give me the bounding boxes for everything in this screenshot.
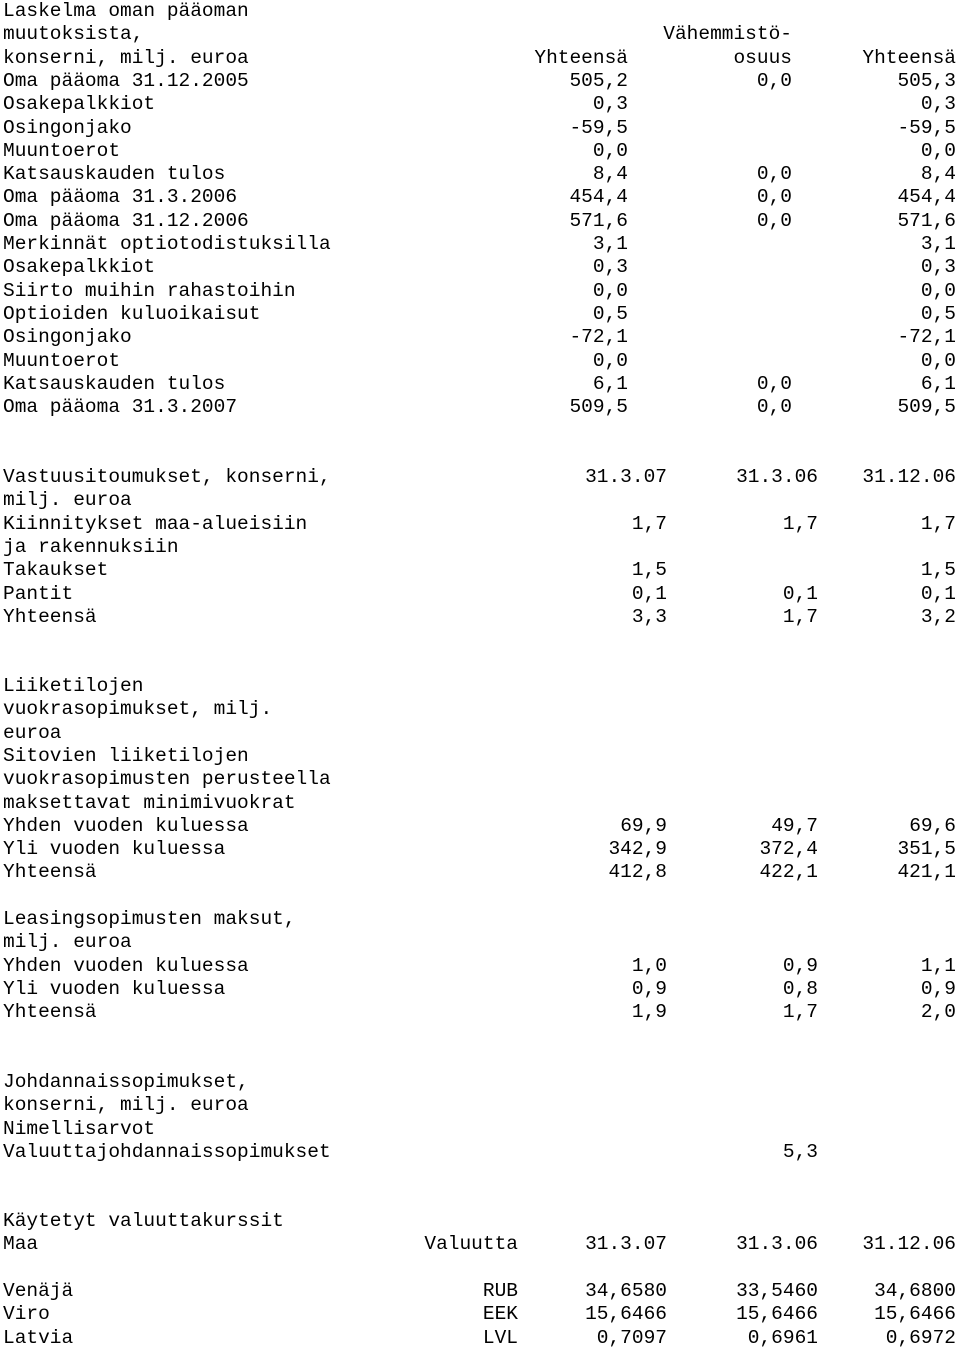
equity-cell: 0,0 (920, 349, 956, 372)
leasing-cell: 0,9 (782, 954, 818, 977)
derivatives-cell: 5,3 (782, 1140, 818, 1163)
equity-cell: -59,5 (569, 116, 628, 139)
rates-country: Viro (3, 1303, 50, 1326)
equity-cell: 0,5 (592, 302, 628, 325)
derivatives-title-line: konserni, milj. euroa (3, 1094, 249, 1117)
equity-cell: 0,0 (756, 209, 792, 232)
equity-row-label: Oma pääoma 31.3.2006 (3, 186, 238, 209)
equity-cell: 0,0 (756, 372, 792, 395)
equity-cell: 454,4 (569, 186, 628, 209)
rates-country: Latvia (3, 1326, 74, 1349)
leasing-row-label: Yhden vuoden kuluessa (3, 954, 249, 977)
rates-value: 34,6800 (874, 1280, 956, 1302)
leasing-cell: 1,9 (631, 1001, 667, 1024)
leasing-title-line: milj. euroa (3, 931, 132, 954)
equity-cell: 8,4 (920, 163, 956, 186)
commitments-date-header: 31.3.07 (585, 466, 667, 488)
commitments-cell: 1,5 (631, 559, 667, 582)
commitments-date-header: 31.3.06 (736, 466, 818, 488)
equity-cell: 0,5 (920, 302, 956, 325)
rates-header-country: Maa (3, 1233, 39, 1256)
equity-cell: 0,0 (920, 139, 956, 162)
rates-header-date: 31.3.06 (736, 1233, 818, 1256)
rates-header-date: 31.3.07 (585, 1233, 667, 1256)
leasing-row-label: Yli vuoden kuluessa (3, 977, 226, 1000)
derivatives-title-line: Johdannaissopimukset, (3, 1071, 249, 1093)
commitments-row-label: Yhteensä (3, 605, 97, 628)
equity-cell: 0,0 (592, 279, 628, 302)
equity-row-label: Osakepalkkiot (3, 256, 156, 279)
leases-cell: 412,8 (608, 861, 667, 884)
commitments-row-label: Pantit (3, 582, 74, 605)
equity-cell: 6,1 (920, 372, 956, 395)
derivatives-title-line: Nimellisarvot (3, 1117, 156, 1140)
equity-row-label: Merkinnät optiotodistuksilla (3, 233, 331, 255)
equity-row-label: Siirto muihin rahastoihin (3, 279, 296, 302)
commitments-cell: 3,3 (631, 605, 667, 628)
leases-cell: 69,9 (620, 814, 667, 837)
commitments-cell: 1,5 (920, 559, 956, 582)
rates-value: 15,6466 (874, 1303, 956, 1326)
equity-cell: 0,0 (592, 349, 628, 372)
leasing-cell: 1,1 (920, 954, 956, 977)
equity-cell: 0,0 (592, 139, 628, 162)
commitments-cell: 3,2 (920, 605, 956, 628)
equity-column-header: Yhteensä (862, 46, 956, 69)
equity-cell: 509,5 (569, 396, 628, 419)
leases-title-line: vuokrasopimukset, milj. (3, 698, 273, 721)
equity-cell: 571,6 (569, 209, 628, 232)
leases-cell: 49,7 (771, 814, 818, 837)
commitments-date-header: 31.12.06 (862, 466, 956, 488)
equity-cell: 3,1 (920, 233, 956, 255)
equity-row-label: Oma pääoma 31.12.2006 (3, 209, 249, 232)
rates-value: 15,6466 (736, 1303, 818, 1326)
equity-cell: 0,3 (592, 256, 628, 279)
equity-cell: 454,4 (897, 186, 956, 209)
commitments-row-label: Takaukset (3, 559, 109, 582)
leases-cell: 69,6 (909, 814, 956, 837)
rates-value: 34,6580 (585, 1280, 667, 1302)
equity-cell: -59,5 (897, 116, 956, 139)
equity-cell: 0,0 (920, 279, 956, 302)
rates-title: Käytetyt valuuttakurssit (3, 1210, 284, 1232)
commitments-title-line: milj. euroa (3, 489, 132, 512)
leases-row-label: Yhden vuoden kuluessa (3, 814, 249, 837)
leases-cell: 351,5 (897, 838, 956, 861)
rates-header-date: 31.12.06 (862, 1233, 956, 1256)
leasing-cell: 1,0 (631, 954, 667, 977)
equity-cell: 509,5 (897, 396, 956, 419)
rates-currency: LVL (482, 1326, 518, 1349)
equity-cell: -72,1 (897, 326, 956, 349)
leasing-title-line: Leasingsopimusten maksut, (3, 908, 296, 930)
rates-currency: RUB (482, 1280, 518, 1302)
equity-title-line: muutoksista, (3, 23, 144, 46)
leases-row-label: Yhteensä (3, 861, 97, 884)
equity-cell: 0,3 (592, 93, 628, 116)
commitments-row-label: Kiinnitykset maa-alueisiin (3, 512, 308, 535)
equity-cell: 8,4 (592, 163, 628, 186)
leasing-cell: 0,9 (920, 977, 956, 1000)
commitments-title-line: Vastuusitoumukset, konserni, (3, 466, 331, 488)
equity-title-line: Laskelma oman pääoman (3, 0, 249, 22)
equity-cell: 0,3 (920, 256, 956, 279)
equity-row-label: Katsauskauden tulos (3, 163, 226, 186)
rates-header-currency: Valuutta (424, 1233, 518, 1256)
equity-row-label: Osingonjako (3, 116, 132, 139)
equity-cell: 0,0 (756, 396, 792, 419)
equity-row-label: Osingonjako (3, 326, 132, 349)
leases-cell: 421,1 (897, 861, 956, 884)
commitments-cell: 1,7 (920, 512, 956, 535)
equity-cell: 0,0 (756, 186, 792, 209)
equity-cell: 3,1 (592, 233, 628, 255)
derivatives-row-label: Valuuttajohdannaissopimukset (3, 1140, 331, 1163)
equity-cell: 505,3 (897, 69, 956, 92)
leasing-cell: 0,9 (631, 977, 667, 1000)
commitments-row-label: ja rakennuksiin (3, 535, 179, 558)
equity-row-label: Muuntoerot (3, 139, 121, 162)
equity-row-label: Optioiden kuluoikaisut (3, 302, 261, 325)
rates-currency: EEK (482, 1303, 518, 1326)
leases-row-label: Yli vuoden kuluessa (3, 838, 226, 861)
rates-value: 33,5460 (736, 1280, 818, 1302)
commitments-cell: 0,1 (631, 582, 667, 605)
equity-row-label: Osakepalkkiot (3, 93, 156, 116)
equity-row-label: Oma pääoma 31.3.2007 (3, 396, 238, 419)
leases-title-line: Liiketilojen (3, 675, 144, 697)
equity-cell: -72,1 (569, 326, 628, 349)
equity-title-line: konserni, milj. euroa (3, 46, 249, 69)
commitments-cell: 0,1 (782, 582, 818, 605)
equity-cell: 0,0 (756, 69, 792, 92)
leasing-cell: 0,8 (782, 977, 818, 1000)
leases-title-line: euroa (3, 721, 62, 744)
leasing-cell: 2,0 (920, 1001, 956, 1024)
leases-cell: 342,9 (608, 838, 667, 861)
leases-title-line: maksettavat minimivuokrat (3, 791, 296, 814)
commitments-cell: 0,1 (920, 582, 956, 605)
rates-value: 15,6466 (585, 1303, 667, 1326)
equity-cell: 0,3 (920, 93, 956, 116)
leases-cell: 372,4 (759, 838, 818, 861)
equity-row-label: Oma pääoma 31.12.2005 (3, 69, 249, 92)
equity-cell: 0,0 (756, 163, 792, 186)
minority-header-top: Vähemmistö- (663, 23, 792, 45)
equity-column-header: Yhteensä (534, 46, 628, 69)
rates-value: 0,6961 (747, 1326, 818, 1349)
rates-value: 0,7097 (596, 1326, 667, 1349)
commitments-cell: 1,7 (631, 512, 667, 535)
commitments-cell: 1,7 (782, 605, 818, 628)
leasing-row-label: Yhteensä (3, 1001, 97, 1024)
rates-value: 0,6972 (885, 1326, 956, 1349)
leases-cell: 422,1 (759, 861, 818, 884)
equity-column-header: osuus (733, 46, 792, 69)
rates-country: Venäjä (3, 1280, 74, 1302)
equity-cell: 571,6 (897, 209, 956, 232)
commitments-cell: 1,7 (782, 512, 818, 535)
leases-title-line: vuokrasopimusten perusteella (3, 768, 331, 791)
equity-cell: 6,1 (592, 372, 628, 395)
equity-row-label: Muuntoerot (3, 349, 121, 372)
leasing-cell: 1,7 (782, 1001, 818, 1024)
leases-title-line: Sitovien liiketilojen (3, 744, 249, 767)
equity-cell: 505,2 (569, 69, 628, 92)
equity-row-label: Katsauskauden tulos (3, 372, 226, 395)
